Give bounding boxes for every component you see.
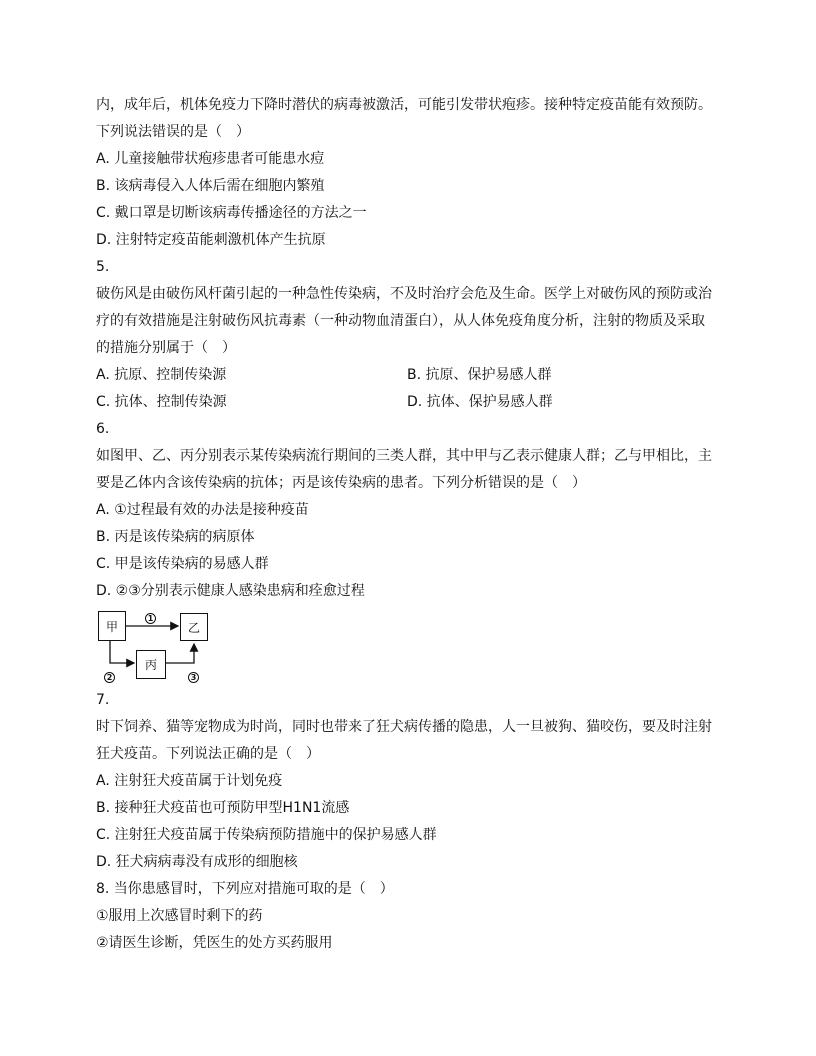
q5-number: 5. (96, 259, 110, 275)
box-bing: 丙 (136, 650, 166, 679)
q7-stem-line-1: 时下饲养、猫等宠物成为时尚，同时也带来了狂犬病传播的隐患，人一旦被狗、猫咬伤，要及时注射 (96, 719, 712, 735)
q8-item-1: ①服用上次感冒时剩下的药 (96, 908, 263, 924)
q7-option-b: B. 接种狂犬疫苗也可预防甲型H1N1流感 (96, 800, 350, 816)
q4-stem-line-1: 内，成年后，机体免疫力下降时潜伏的病毒被激活，可能引发带状疱疹。接种特定疫苗能有效预防。 (96, 97, 712, 113)
q5-option-b: B. 抗原、保护易感人群 (407, 367, 552, 383)
q6-population-diagram (98, 611, 238, 687)
q6-stem-line-1: 如图甲、乙、丙分别表示某传染病流行期间的三类人群，其中甲与乙表示健康人群；乙与甲相比，主 (96, 448, 712, 464)
q5-stem-line-1: 破伤风是由破伤风杆菌引起的一种急性传染病，不及时治疗会危及生命。医学上对破伤风的预防或治 (96, 286, 712, 302)
exam-page (96, 92, 726, 957)
circled-number-2: 2 (104, 672, 115, 683)
q4-option-b: B. 该病毒侵入人体后需在细胞内繁殖 (96, 178, 325, 194)
q4-option-c: C. 戴口罩是切断该病毒传播途径的方法之一 (96, 205, 367, 221)
q6-stem-line-2: 要是乙体内含该传染病的抗体；丙是该传染病的患者。下列分析错误的是（ ） (96, 475, 586, 491)
q8-stem: 8. 当你患感冒时，下列应对措施可取的是（ ） (96, 881, 394, 897)
q5-option-d: D. 抗体、保护易感人群 (407, 394, 553, 410)
q6-option-b: B. 丙是该传染病的病原体 (96, 529, 255, 545)
arrow-3 (166, 644, 194, 663)
q4-option-a: A. 儿童接触带状疱疹患者可能患水痘 (96, 151, 325, 167)
q7-option-d: D. 狂犬病病毒没有成形的细胞核 (96, 854, 298, 870)
q7-option-c: C. 注射狂犬疫苗属于传染病预防措施中的保护易感人群 (96, 827, 437, 843)
q5-stem-line-2: 疗的有效措施是注射破伤风抗毒素（一种动物血清蛋白），从人体免疫角度分析，注射的物质及采取 (96, 313, 705, 329)
q7-stem-line-2: 狂犬疫苗。下列说法正确的是（ ） (96, 746, 320, 762)
box-yi: 乙 (180, 613, 208, 641)
q7-option-a: A. 注射狂犬疫苗属于计划免疫 (96, 773, 283, 789)
arrow-2 (110, 641, 134, 663)
q6-option-c: C. 甲是该传染病的易感人群 (96, 556, 269, 572)
q6-number: 6. (96, 421, 110, 437)
q8-item-2: ②请医生诊断，凭医生的处方买药服用 (96, 935, 333, 951)
q6-option-a: A. ①过程最有效的办法是接种疫苗 (96, 502, 309, 518)
q5-option-a: A. 抗原、控制传染源 (96, 367, 227, 383)
q6-option-d: D. ②③分别表示健康人感染患病和痊愈过程 (96, 583, 365, 599)
circled-number-1: 1 (145, 613, 156, 624)
q4-stem-line-2: 下列说法错误的是（ ） (96, 124, 250, 140)
q5-options-row-2 (96, 389, 726, 416)
q5-option-c: C. 抗体、控制传染源 (96, 394, 227, 410)
q5-stem-line-3: 的措施分别属于（ ） (96, 340, 236, 356)
circled-number-3: 3 (188, 672, 199, 683)
q7-number: 7. (96, 692, 110, 708)
q4-option-d: D. 注射特定疫苗能刺激机体产生抗原 (96, 232, 326, 248)
q5-options-row-1 (96, 362, 726, 389)
box-jia: 甲 (98, 611, 126, 641)
